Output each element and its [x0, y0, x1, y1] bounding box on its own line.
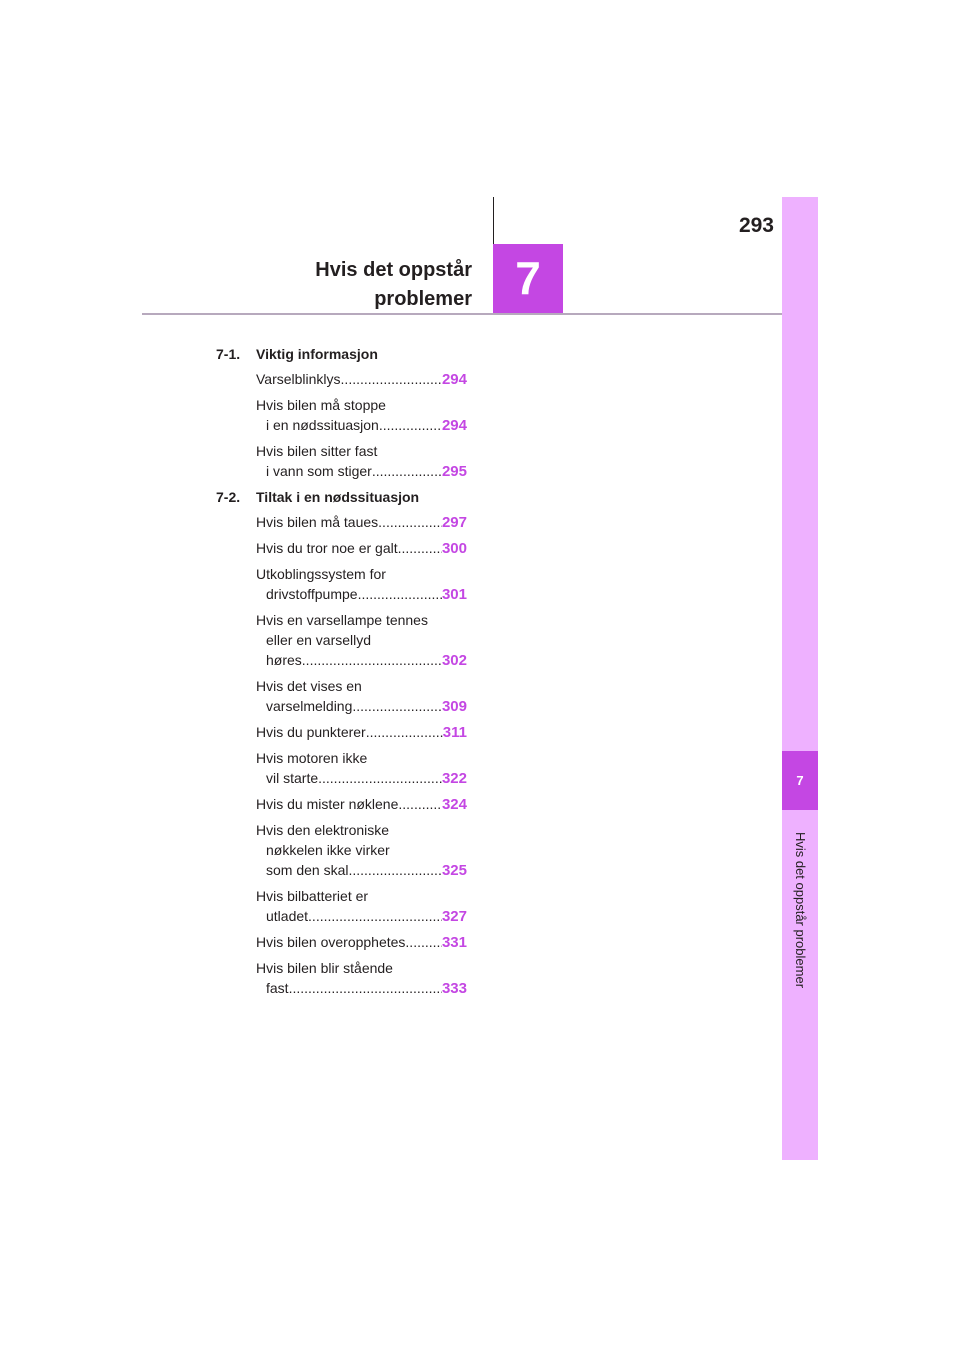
- entry-page-link[interactable]: 322: [441, 770, 467, 787]
- entry-text: Hvis det vises en: [256, 678, 362, 694]
- entry-last-line: [256, 860, 467, 881]
- toc-entry[interactable]: [256, 610, 467, 676]
- chapter-number-box: 7: [493, 244, 563, 313]
- entry-last-line: [256, 696, 467, 717]
- entry-page-link[interactable]: 331: [441, 934, 467, 951]
- entry-page-link[interactable]: 311: [442, 724, 467, 741]
- entry-page-link[interactable]: 297: [441, 514, 467, 531]
- dot-leader: [289, 978, 442, 998]
- dot-leader: [348, 860, 441, 880]
- entry-text: i en nødssituasjon: [266, 417, 379, 433]
- entry-page-link[interactable]: 295: [441, 463, 467, 480]
- entry-text: Hvis du punkterer: [256, 724, 366, 740]
- toc-entry[interactable]: [256, 958, 467, 1004]
- entry-text: utladet: [266, 908, 309, 924]
- dot-leader: [372, 461, 442, 481]
- toc-entry[interactable]: [256, 564, 467, 610]
- dot-leader: [379, 415, 442, 435]
- entry-text: vil starte: [266, 770, 319, 786]
- entry-last-line: [256, 512, 467, 533]
- entry-text: Hvis du tror noe er galt: [256, 540, 398, 556]
- entry-text: Varselblinklys: [256, 371, 341, 387]
- entry-text: varselmelding: [266, 698, 353, 714]
- toc-entry[interactable]: [256, 722, 467, 748]
- toc-section-heading: [216, 344, 467, 369]
- entry-text: fast: [266, 980, 289, 996]
- chapter-title-line-2: problemer: [374, 288, 472, 310]
- entry-last-line: [256, 584, 467, 605]
- entry-text: drivstoffpumpe: [266, 586, 358, 602]
- entry-page-link[interactable]: 294: [441, 417, 467, 434]
- entry-last-line: [256, 978, 467, 999]
- toc-entry[interactable]: [256, 932, 467, 958]
- entry-page-link[interactable]: 294: [441, 371, 467, 388]
- toc-entry[interactable]: [256, 395, 467, 441]
- page-number: 293: [738, 214, 774, 237]
- dot-leader: [398, 794, 442, 814]
- entry-last-line: [256, 415, 467, 436]
- entry-page-link[interactable]: 300: [441, 540, 467, 557]
- entry-text: Hvis bilen overopphetes: [256, 934, 406, 950]
- entry-text: Hvis den elektroniske: [256, 822, 390, 838]
- dot-leader: [366, 722, 443, 742]
- toc-entry[interactable]: [256, 820, 467, 886]
- dot-leader: [405, 932, 442, 952]
- entry-text: høres: [266, 652, 302, 668]
- dot-leader: [308, 906, 442, 926]
- entry-page-link[interactable]: 309: [441, 698, 467, 715]
- toc-entry[interactable]: [256, 748, 467, 794]
- entry-last-line: [256, 906, 467, 927]
- entry-text: Hvis motoren ikke: [256, 750, 368, 766]
- dot-leader: [398, 538, 442, 558]
- entry-text: Hvis en varsellampe tennes: [256, 612, 428, 628]
- entry-text: Hvis bilbatteriet er: [256, 888, 369, 904]
- entry-last-line: [256, 650, 467, 671]
- section-number: 7-1.: [216, 346, 241, 362]
- dot-leader: [378, 512, 442, 532]
- entry-text: Hvis du mister nøklene: [256, 796, 399, 812]
- entry-text: Utkoblingssystem for: [256, 566, 386, 582]
- chapter-title: [240, 256, 472, 314]
- toc-entry[interactable]: [256, 538, 467, 564]
- dot-leader: [358, 584, 442, 604]
- entry-text: nøkkelen ikke virker: [266, 842, 390, 858]
- entry-last-line: [256, 369, 467, 390]
- table-of-contents: [216, 344, 467, 1004]
- entry-text: eller en varsellyd: [266, 632, 372, 648]
- entry-last-line: [256, 932, 467, 953]
- toc-entry[interactable]: [256, 441, 467, 487]
- toc-entry[interactable]: [256, 886, 467, 932]
- chapter-title-line-1: Hvis det oppstår: [315, 259, 472, 281]
- header-rule: [142, 313, 782, 315]
- entry-page-link[interactable]: 302: [441, 652, 467, 669]
- header-divider-vertical: [493, 197, 494, 244]
- side-tab-label: Hvis det oppstår problemer: [793, 831, 808, 989]
- entry-last-line: [256, 768, 467, 789]
- section-title: Viktig informasjon: [256, 346, 378, 362]
- entry-text: Hvis bilen blir stående: [256, 960, 393, 976]
- dot-leader: [352, 696, 442, 716]
- toc-section-heading: [216, 487, 467, 512]
- entry-text: i vann som stiger: [266, 463, 372, 479]
- toc-entry[interactable]: [256, 369, 467, 395]
- entry-last-line: [256, 461, 467, 482]
- entry-last-line: [256, 722, 467, 743]
- entry-page-link[interactable]: 301: [441, 586, 467, 603]
- entry-page-link[interactable]: 324: [441, 796, 467, 813]
- entry-last-line: [256, 794, 467, 815]
- section-number: 7-2.: [216, 489, 241, 505]
- toc-entry[interactable]: [256, 676, 467, 722]
- toc-entry[interactable]: [256, 512, 467, 538]
- entry-page-link[interactable]: 325: [441, 862, 467, 879]
- dot-leader: [318, 768, 442, 788]
- entry-page-link[interactable]: 333: [441, 980, 467, 997]
- dot-leader: [302, 650, 442, 670]
- dot-leader: [341, 369, 442, 389]
- entry-last-line: [256, 538, 467, 559]
- entry-page-link[interactable]: 327: [441, 908, 467, 925]
- section-title: Tiltak i en nødssituasjon: [256, 489, 420, 505]
- entry-text: som den skal: [266, 862, 349, 878]
- entry-text: Hvis bilen sitter fast: [256, 443, 378, 459]
- entry-text: Hvis bilen må taues: [256, 514, 379, 530]
- toc-entry[interactable]: [256, 794, 467, 820]
- entry-text: Hvis bilen må stoppe: [256, 397, 386, 413]
- side-tab-chapter-number[interactable]: 7: [782, 751, 818, 810]
